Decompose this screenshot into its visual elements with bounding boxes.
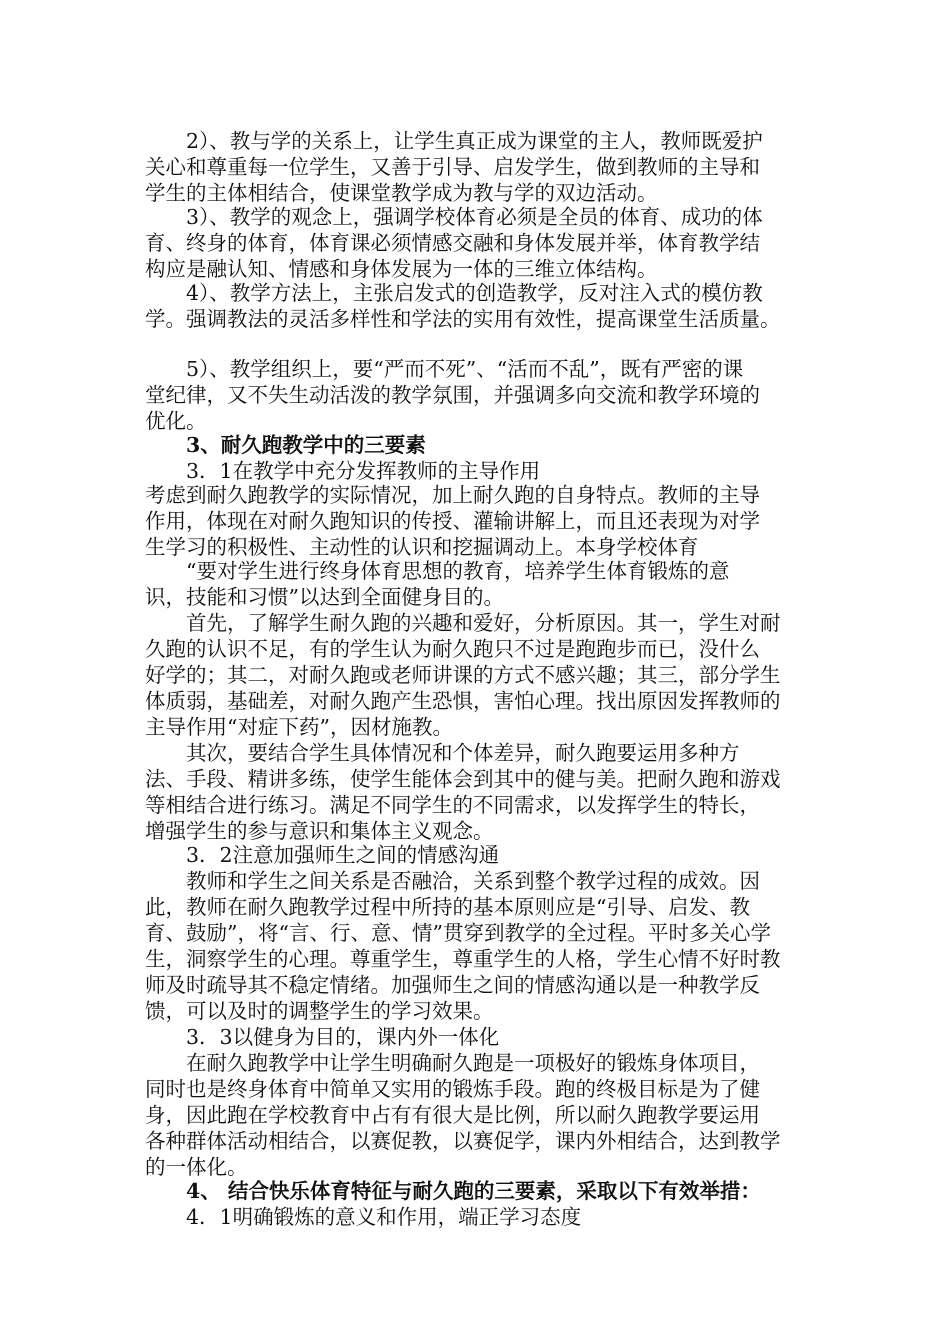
text-line: 体质弱，基础差，对耐久跑产生恐惧，害怕心理。找出原因发挥教师的 bbox=[145, 689, 781, 713]
text-line: 3）、教学的观念上，强调学校体育必须是全员的体育、成功的体 bbox=[145, 205, 763, 229]
text-line: 5）、教学组织上，要“严而不死”、“活而不乱”，既有严密的课 bbox=[145, 357, 744, 381]
text-line: 同时也是终身体育中简单又实用的锻炼手段。跑的终极目标是为了健 bbox=[145, 1077, 760, 1101]
text-line: “要对学生进行终身体育思想的教育，培养学生体育锻炼的意 bbox=[145, 559, 730, 583]
text-line: 关心和尊重每一位学生，又善于引导、启发学生，做到教师的主导和 bbox=[145, 155, 760, 179]
text-line: 法、手段、精讲多练，使学生能体会到其中的健与美。把耐久跑和游戏 bbox=[145, 767, 781, 791]
text-line: 4．1明确锻炼的意义和作用，端正学习态度 bbox=[145, 1205, 582, 1229]
text-line: 4）、教学方法上，主张启发式的创造教学，反对注入式的模仿教 bbox=[145, 281, 763, 305]
text-line: 其次，要结合学生具体情况和个体差异，耐久跑要运用多种方 bbox=[145, 741, 740, 765]
text-line: 此，教师在耐久跑教学过程中所持的基本原则应是“引导、启发、教 bbox=[145, 895, 750, 919]
section-heading: 3、耐久跑教学中的三要素 bbox=[145, 433, 426, 457]
text-line: 好学的；其二，对耐久跑或老师讲课的方式不感兴趣；其三，部分学生 bbox=[145, 663, 781, 687]
text-line: 教师和学生之间关系是否融洽，关系到整个教学过程的成效。因 bbox=[145, 869, 760, 893]
text-line: 育、鼓励”，将“言、行、意、情”贯穿到教学的全过程。平时多关心学 bbox=[145, 921, 771, 945]
text-line: 3．1在教学中充分发挥教师的主导作用 bbox=[145, 459, 541, 483]
text-line: 学。强调教法的灵活多样性和学法的实用有效性，提高课堂生活质量。 bbox=[145, 307, 781, 331]
text-line: 的一体化。 bbox=[145, 1155, 248, 1179]
text-line: 学生的主体相结合，使课堂教学成为教与学的双边活动。 bbox=[145, 181, 658, 205]
text-line: 师及时疏导其不稳定情绪。加强师生之间的情感沟通以是一种教学反 bbox=[145, 973, 760, 997]
text-line: 久跑的认识不足，有的学生认为耐久跑只不过是跑跑步而已，没什么 bbox=[145, 637, 760, 661]
text-line: 身，因此跑在学校教育中占有有很大是比例，所以耐久跑教学要运用 bbox=[145, 1103, 760, 1127]
text-line: 2）、教与学的关系上，让学生真正成为课堂的主人，教师既爱护 bbox=[145, 129, 763, 153]
text-line: 生学习的积极性、主动性的认识和挖掘调动上。本身学校体育 bbox=[145, 535, 699, 559]
text-line: 识，技能和习惯”以达到全面健身目的。 bbox=[145, 585, 504, 609]
text-line: 考虑到耐久跑教学的实际情况，加上耐久跑的自身特点。教师的主导 bbox=[145, 483, 760, 507]
text-line: 各种群体活动相结合，以赛促教，以赛促学，课内外相结合，达到教学 bbox=[145, 1129, 781, 1153]
section-heading: 4、 结合快乐体育特征与耐久跑的三要素，采取以下有效举措： bbox=[145, 1179, 761, 1203]
text-line: 育、终身的体育，体育课必须情感交融和身体发展并举，体育教学结 bbox=[145, 231, 760, 255]
text-line: 作用，体现在对耐久跑知识的传授、灌输讲解上，而且还表现为对学 bbox=[145, 509, 760, 533]
text-line: 增强学生的参与意识和集体主义观念。 bbox=[145, 819, 494, 843]
text-line: 3．2注意加强师生之间的情感沟通 bbox=[145, 843, 500, 867]
text-line: 优化。 bbox=[145, 409, 207, 433]
text-line: 首先，了解学生耐久跑的兴趣和爱好，分析原因。其一，学生对耐 bbox=[145, 611, 781, 635]
text-line: 生，洞察学生的心理。尊重学生，尊重学生的人格，学生心情不好时教 bbox=[145, 947, 781, 971]
text-line: 3．3以健身为目的，课内外一体化 bbox=[145, 1025, 500, 1049]
text-line: 主导作用“对症下药”，因材施教。 bbox=[145, 715, 453, 739]
text-line: 在耐久跑教学中让学生明确耐久跑是一项极好的锻炼身体项目， bbox=[145, 1051, 760, 1075]
text-line: 馈，可以及时的调整学生的学习效果。 bbox=[145, 999, 494, 1023]
text-line: 等相结合进行练习。满足不同学生的不同需求，以发挥学生的特长， bbox=[145, 793, 760, 817]
text-line: 构应是融认知、情感和身体发展为一体的三维立体结构。 bbox=[145, 257, 658, 281]
text-line: 堂纪律，又不失生动活泼的教学氛围，并强调多向交流和教学环境的 bbox=[145, 383, 760, 407]
